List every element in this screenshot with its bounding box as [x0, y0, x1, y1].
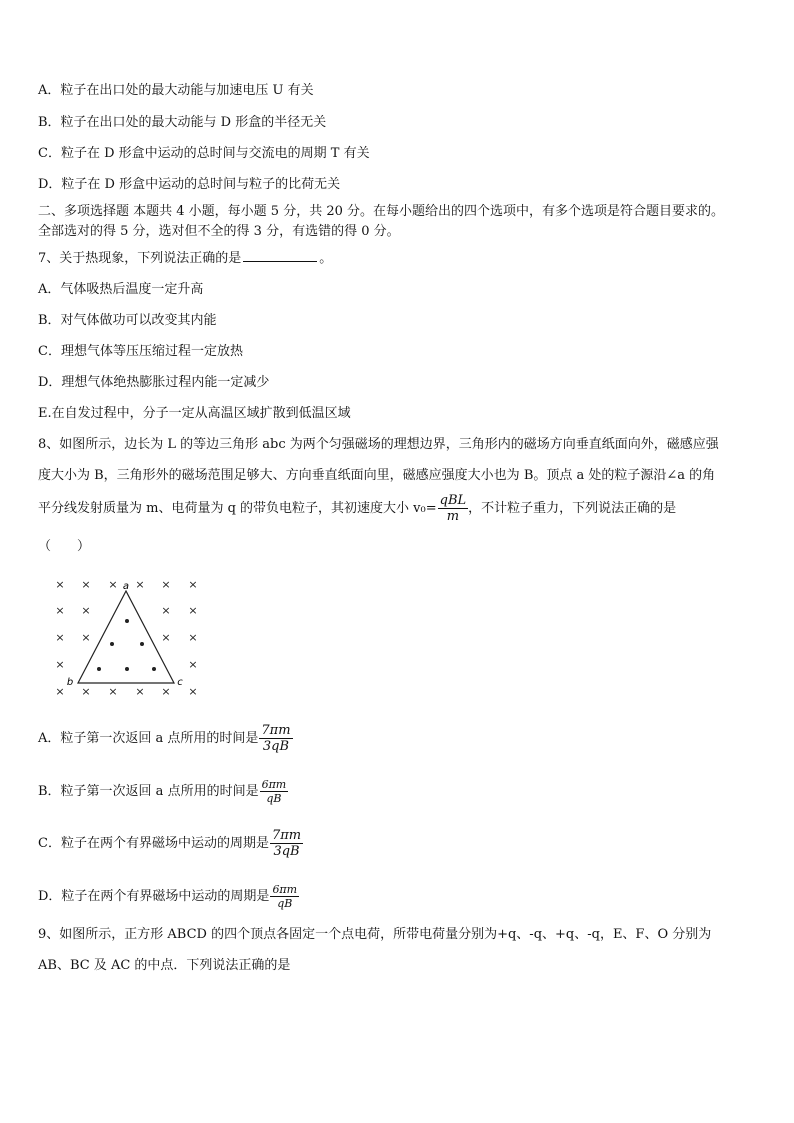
- q7-option-e: E.在自发过程中，分子一定从高温区域扩散到低温区域: [38, 406, 351, 421]
- q8-option-b-text: B．粒子第一次返回 a 点所用的时间是: [38, 784, 259, 799]
- field-cross-mark: ×: [55, 685, 65, 698]
- q8-option-b: [38, 778, 288, 805]
- q7-option-d: D．理想气体绝热膨胀过程内能一定减少: [38, 375, 270, 390]
- q8-stem-line3-pre: 平分线发射质量为 m、电荷量为 q 的带负电粒子，其初速度大小 v₀=: [38, 501, 437, 516]
- q8-stem-line3: [38, 493, 676, 524]
- q8-option-a: [38, 723, 293, 754]
- field-cross-mark: ×: [188, 685, 198, 698]
- field-cross-mark: ×: [55, 578, 65, 591]
- q9-stem-line1: 9、如图所示，正方形 ABCD 的四个顶点各固定一个点电荷，所带电荷量分别为+q、-q、+q、-q，E、F、O 分别为: [38, 927, 712, 942]
- q8-option-c-text: C．粒子在两个有界磁场中运动的周期是: [38, 836, 269, 851]
- q8-option-d-text: D．粒子在两个有界磁场中运动的周期是: [38, 889, 270, 904]
- q8-option-a-text: A．粒子第一次返回 a 点所用的时间是: [38, 731, 259, 746]
- field-cross-mark: ×: [188, 631, 198, 644]
- q8-option-b-fraction: [260, 778, 289, 805]
- v0-fraction: [438, 493, 469, 524]
- q8-option-c-denominator: 3qB: [273, 844, 300, 859]
- q8-option-a-denominator: 3qB: [262, 739, 290, 754]
- field-cross-mark: ×: [161, 604, 171, 617]
- magnetic-field-triangle-figure: [40, 572, 220, 702]
- field-dots: [97, 619, 156, 671]
- field-cross-mark: ×: [161, 631, 171, 644]
- q8-stem-line1: 8、如图所示，边长为 L 的等边三角形 abc 为两个匀强磁场的理想边界，三角形内的磁场方向垂直纸面向外，磁感应强: [38, 437, 719, 452]
- field-cross-mark: ×: [81, 578, 91, 591]
- field-cross-mark: ×: [81, 604, 91, 617]
- q8-answer-paren: （ ）: [38, 539, 91, 554]
- vertex-label-a: a: [122, 581, 130, 592]
- field-cross-mark: ×: [55, 631, 65, 644]
- field-cross-mark: ×: [81, 631, 91, 644]
- field-cross-mark: ×: [108, 578, 118, 591]
- q8-stem-line2: 度大小为 B，三角形外的磁场范围足够大、方向垂直纸面向里，磁感应强度大小也为 B。顶点 a 处的粒子源沿∠a 的角: [38, 468, 716, 483]
- q8-option-c-numerator: 7πm: [271, 828, 302, 843]
- section2-heading-line1: 二、多项选择题 本题共 4 小题，每小题 5 分，共 20 分。在每小题给出的四个选项中，有多个选项是符合题目要求的。: [38, 204, 725, 219]
- field-cross-mark: ×: [135, 578, 145, 591]
- q8-option-a-numerator: 7πm: [261, 723, 291, 738]
- q7-stem: [38, 249, 332, 268]
- field-cross-mark: ×: [108, 685, 118, 698]
- answer-blank: [243, 249, 317, 262]
- v0-numerator: qBL: [439, 493, 467, 508]
- q7-stem-end: 。: [319, 251, 333, 266]
- field-cross-mark: ×: [161, 685, 171, 698]
- q8-option-c: [38, 828, 303, 859]
- section2-heading-line2: 全部选对的得 5 分，选对但不全的得 3 分，有选错的得 0 分。: [38, 224, 400, 239]
- field-cross-mark: ×: [55, 658, 65, 671]
- field-cross-mark: ×: [188, 604, 198, 617]
- field-cross-mark: ×: [188, 578, 198, 591]
- q7-stem-text: 7、关于热现象，下列说法正确的是: [38, 251, 242, 266]
- q8-option-b-denominator: qB: [266, 792, 282, 805]
- vertex-label-b: b: [66, 677, 74, 688]
- q8-option-d-fraction: [270, 883, 299, 910]
- q6-option-b: B．粒子在出口处的最大动能与 D 形盒的半径无关: [38, 115, 327, 130]
- q7-option-b: B．对气体做功可以改变其内能: [38, 313, 217, 328]
- q8-option-b-numerator: 6πm: [261, 778, 287, 791]
- field-cross-mark: ×: [135, 685, 145, 698]
- q9-stem-line2: AB、BC 及 AC 的中点．下列说法正确的是: [38, 958, 291, 973]
- q6-option-d: D．粒子在 D 形盒中运动的总时间与粒子的比荷无关: [38, 177, 341, 192]
- q8-option-c-fraction: [270, 828, 303, 859]
- field-cross-mark: ×: [55, 604, 65, 617]
- q8-option-d: [38, 883, 299, 910]
- field-cross-mark: ×: [81, 685, 91, 698]
- field-cross-mark: ×: [161, 578, 171, 591]
- q8-option-d-denominator: qB: [277, 897, 293, 910]
- q6-option-c: C．粒子在 D 形盒中运动的总时间与交流电的周期 T 有关: [38, 146, 370, 161]
- q6-option-a: A．粒子在出口处的最大动能与加速电压 U 有关: [38, 83, 314, 98]
- q7-option-a: A．气体吸热后温度一定升高: [38, 282, 204, 297]
- vertex-label-c: c: [177, 677, 183, 688]
- field-cross-mark: ×: [188, 658, 198, 671]
- q8-option-d-numerator: 6πm: [272, 883, 298, 896]
- q7-option-c: C．理想气体等压压缩过程一定放热: [38, 344, 243, 359]
- q8-stem-line3-post: ，不计粒子重力，下列说法正确的是: [468, 501, 677, 516]
- v0-denominator: m: [446, 509, 460, 524]
- q8-option-a-fraction: [259, 723, 292, 754]
